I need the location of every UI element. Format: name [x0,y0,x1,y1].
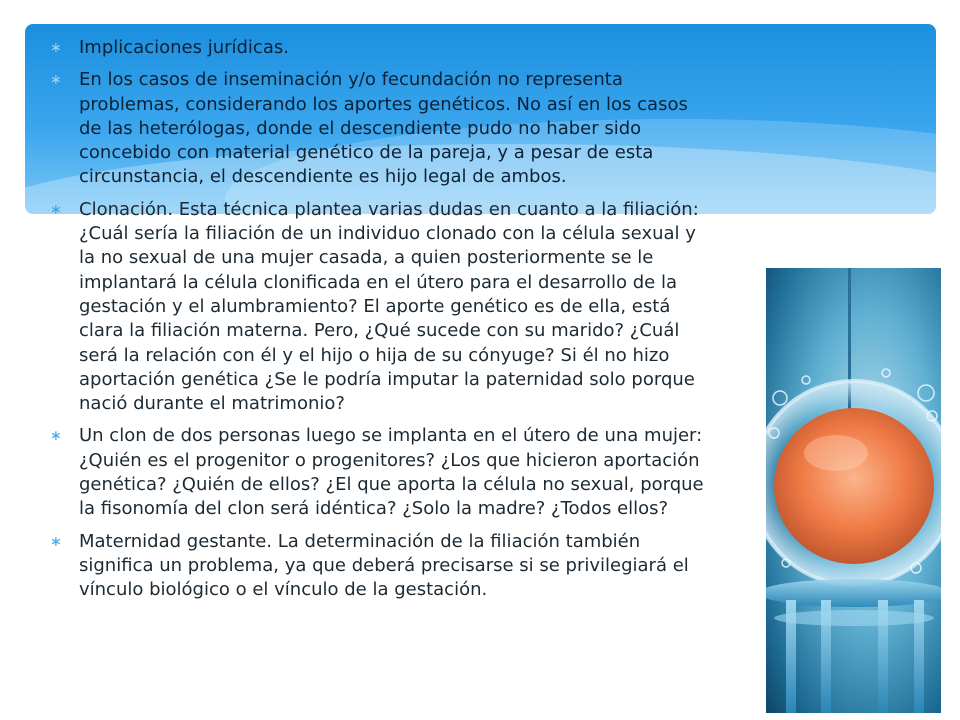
bullet-text: En los casos de inseminación y/o fecundación no representa problemas, considerando los aportes genéticos. No así en los casos de las heterólogas, donde el descendiente pudo no haber sido concebido con material genético de la pareja, y a pesar de esta circunstancia, el descendiente es hijo legal de ambos. [79,69,688,188]
bullet-item [50,530,710,603]
egg-cell-micropipette-icon [766,268,941,713]
bullet-text: Clonación. Esta técnica plantea varias dudas en cuanto a la filiación: ¿Cuál sería la filiación de un individuo clonado con la célula sexual y la no sexual de una mujer casada, a quien posteriormente se le implantará la célula clonificada en el útero para el desarrollo de la gestación y el alumbramiento? El aporte genético es de ella, está clara la filiación materna. Pero, ¿Qué sucede con su marido? ¿Cuál será la relación con él y el hijo o hija de su cónyuge? Si él no hizo aportación genética ¿Se le podría imputar la paternidad solo porque nació durante el matrimonio? [79,198,699,415]
bullet-item [50,68,710,189]
bullet-text: Maternidad gestante. La determinación de la filiación también significa un problema, ya que deberá precisarse si se privilegiará el vínculo biológico o el vínculo de la gestación. [79,530,689,601]
bullet-text: Implicaciones jurídicas. [79,37,289,58]
bullet-mark-icon: ∗ [50,40,62,56]
bullet-item [50,36,710,60]
bullet-mark-icon: ∗ [50,428,62,445]
bullet-list [50,36,710,611]
bullet-mark-icon: ∗ [50,72,62,89]
egg-cell-photo [766,268,941,713]
bullet-mark-icon: ∗ [50,201,62,218]
bullet-text: Un clon de dos personas luego se implanta en el útero de una mujer: ¿Quién es el progenitor o progenitores? ¿Los que hicieron aportación genética? ¿Quién de ellos? ¿El que aporta la célula no sexual, porque la fisonomía del clon será idéntica? ¿Solo la madre? ¿Todos ellos? [79,425,704,520]
bullet-item [50,198,710,417]
bullet-item [50,424,710,521]
bullet-mark-icon: ∗ [50,533,62,550]
